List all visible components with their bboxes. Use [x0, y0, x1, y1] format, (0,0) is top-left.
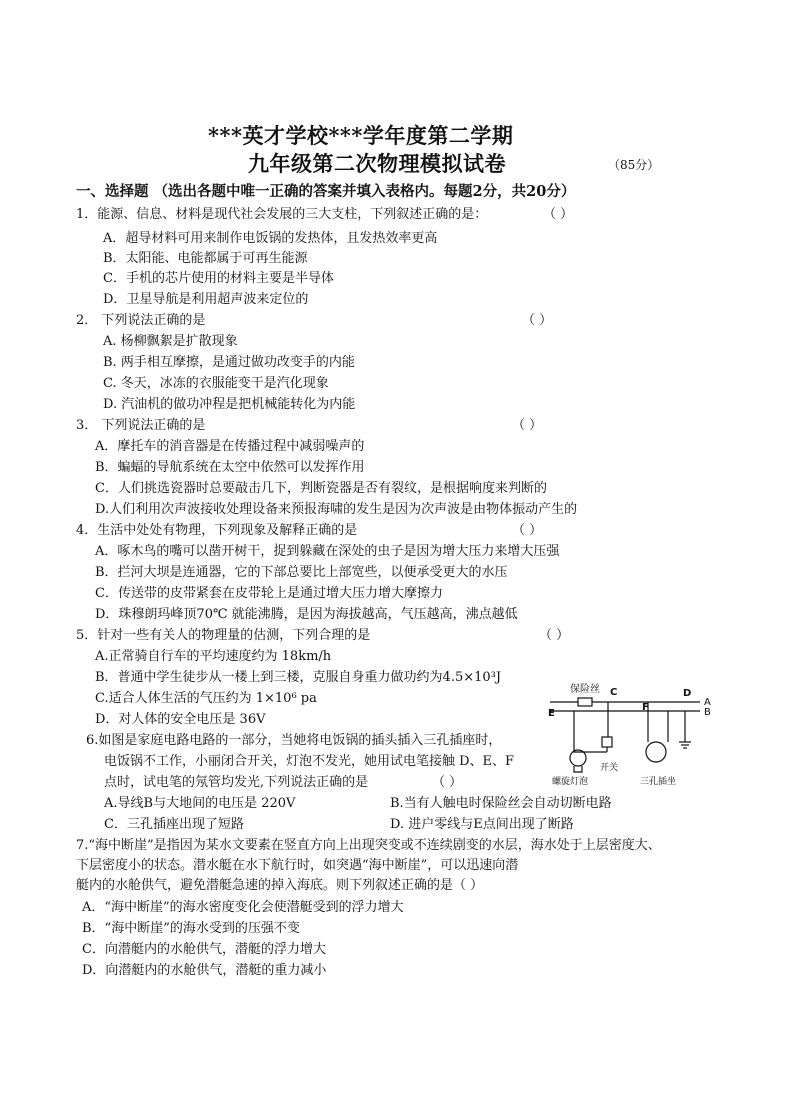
q4-stem: 4．生活中处处有物理，下列现象及解释正确的是	[76, 523, 358, 538]
household-circuit-diagram	[540, 682, 720, 792]
q5-option-c: C.适合人体生活的气压约为 1×10⁶ pa	[95, 691, 317, 706]
point-e-label: E	[548, 708, 555, 719]
point-c-label: C	[610, 687, 618, 698]
q6-stem-line2: 电饭锅不工作，小丽闭合开关，灯泡不发光，她用试电笔接触 D、E、F	[104, 754, 515, 769]
q4-option-a: A．啄木鸟的嘴可以凿开树干，捉到躲藏在深处的虫子是因为增大压力来增大压强	[95, 544, 560, 559]
q6-option-c: C．三孔插座出现了短路	[104, 817, 244, 832]
socket-symbol	[646, 742, 666, 762]
q6-option-b: B.当有人触电时保险丝会自动切断电路	[390, 796, 612, 811]
q3-option-c: C．人们挑选瓷器时总要敲击几下，判断瓷器是否有裂纹，是根据响度来判断的	[95, 481, 547, 496]
q3-option-b: B．蝙蝠的导航系统在太空中依然可以发挥作用	[95, 460, 365, 475]
q6-option-a: A.导线B与大地间的电压是 220V	[104, 796, 296, 811]
q5-option-d: D．对人体的安全电压是 36V	[95, 712, 266, 727]
q7-option-c: C．向潜艇内的水舱供气，潜艇的浮力增大	[82, 942, 326, 957]
fuse-label: 保险丝	[570, 684, 600, 695]
q1-option-b: B．太阳能、电能都属于可再生能源	[103, 251, 308, 266]
q1-option-c: C．手机的芯片使用的材料主要是半导体	[103, 271, 334, 286]
exam-title: 九年级第二次物理模拟试卷	[248, 151, 506, 176]
q3-stem: 3． 下列说法正确的是	[76, 418, 206, 433]
point-f-label: F	[642, 702, 649, 713]
section-title: 一、选择题 （选出各题中唯一正确的答案并填入表格内。每题2分，共20分）	[76, 183, 576, 200]
q5-option-a: A.正常骑自行车的平均速度约为 18km/h	[95, 649, 332, 664]
q3-option-a: A．摩托车的消音器是在传播过程中减弱噪声的	[95, 439, 365, 454]
q1-stem: 1．能源、信息、材料是现代社会发展的三大支柱，下列叙述正确的是：	[76, 207, 488, 222]
q4-option-b: B．拦河大坝是连通器，它的下部总要比上部宽些，以便承受更大的水压	[95, 565, 508, 580]
q7-stem-line2: 下层密度小的状态。潜水艇在水下航行时，如突遇“海中断崖”，可以迅速向潜	[76, 858, 519, 873]
q5-stem: 5．针对一些有关人的物理量的估测，下列合理的是	[76, 628, 371, 643]
exam-school-title: ***英才学校***学年度第二学期	[208, 123, 514, 148]
q6-option-d: D. 进户零线与E点间出现了断路	[390, 817, 574, 832]
q6-answer-paren: （ ）	[432, 775, 463, 790]
q2-answer-paren: （ ）	[522, 313, 553, 328]
q2-option-d: D. 汽油机的做功冲程是把机械能转化为内能	[103, 397, 356, 412]
q5-option-b: B．普通中学生徒步从一楼上到三楼，克服自身重力做功约为4.5×10³J	[95, 670, 502, 685]
q1-answer-paren: （ ）	[543, 207, 574, 222]
q7-option-b: B．“海中断崖”的海水受到的压强不变	[82, 921, 300, 936]
q2-option-a: A. 杨柳飘絮是扩散现象	[103, 334, 238, 349]
q5-answer-paren: （ ）	[539, 628, 570, 643]
q4-option-c: C．传送带的皮带紧套在皮带轮上是通过增大压力增大摩擦力	[95, 586, 443, 601]
wire-a-label: A	[704, 697, 711, 708]
socket-label: 三孔插坐	[640, 777, 677, 787]
q1-option-d: D．卫星导航是利用超声波来定位的	[103, 292, 309, 307]
bulb-label: 螺旋灯泡	[552, 777, 589, 787]
q6-stem-line1: 6.如图是家庭电路电路的一部分，当她将电饭锅的插头插入三孔插座时，	[86, 733, 502, 748]
q2-option-c: C. 冬天，冰冻的衣服能变干是汽化现象	[103, 376, 329, 391]
switch-label: 开关	[600, 763, 619, 773]
q7-option-a: A．“海中断崖”的海水密度变化会使潜艇受到的浮力增大	[82, 900, 404, 915]
point-d-label: D	[683, 688, 692, 699]
q7-stem-line1: 7.“海中断崖”是指因为某水文要素在竖直方向上出现突变或不连续剧变的水层，海水处于上层密度大、	[76, 838, 661, 853]
q4-option-d: D．珠穆朗玛峰顶70℃ 就能沸腾，是因为海拔越高，气压越高，沸点越低	[95, 607, 518, 622]
total-score: （85分）	[608, 158, 660, 172]
q7-stem-line3: 艇内的水舱供气，避免潜艇急速的掉入海底。则下列叙述正确的是（ ）	[76, 878, 484, 893]
switch-symbol	[602, 737, 612, 747]
q6-stem-line3: 点时，试电笔的氖管均发光,下列说法正确的是	[104, 775, 369, 790]
q7-option-d: D．向潜艇内的水舱供气，潜艇的重力减小	[82, 963, 327, 978]
q4-answer-paren: （ ）	[512, 523, 543, 538]
q2-stem: 2． 下列说法正确的是	[76, 313, 206, 328]
q3-option-d: D.人们利用次声波接收处理设备来预报海啸的发生是因为次声波是由物体振动产生的	[95, 502, 578, 517]
wire-b-label: B	[704, 707, 711, 718]
q3-answer-paren: （ ）	[512, 418, 543, 433]
q2-option-b: B. 两手相互摩擦，是通过做功改变手的内能	[103, 355, 355, 370]
fuse-symbol	[578, 698, 592, 706]
q1-option-a: A．超导材料可用来制作电饭锅的发热体，且发热效率更高	[103, 231, 438, 246]
